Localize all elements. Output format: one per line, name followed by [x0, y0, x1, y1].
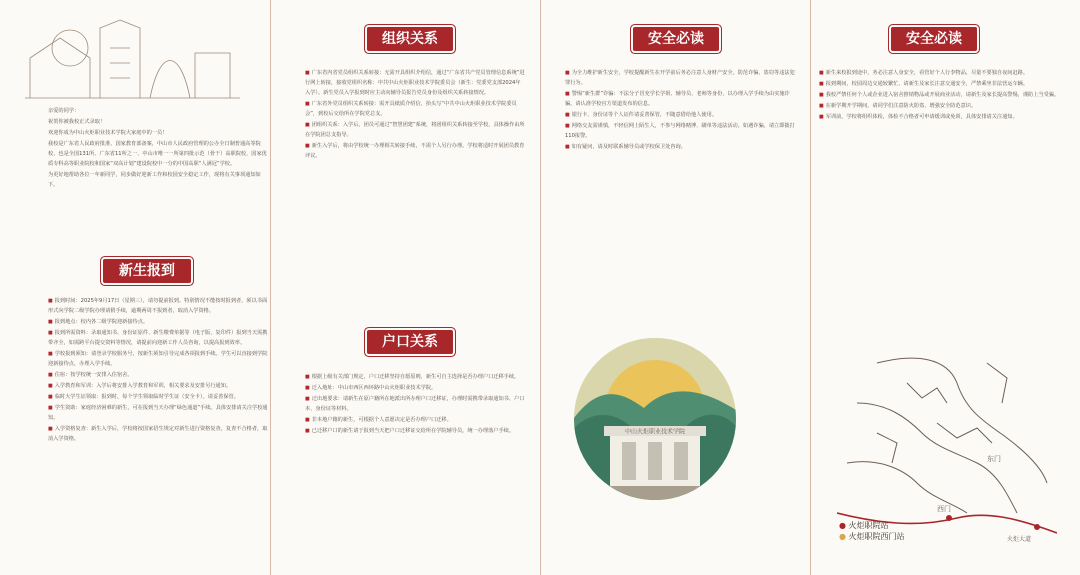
list-item: ■ 已迁移户口的新生请于报到当天把户口迁移证交给所在学院辅导员，统一办理落户手续。: [305, 426, 525, 436]
list-item: ■ 住宿：按学校统一安排入住宿舍。: [48, 370, 268, 380]
gate-sign-text: 中山火炬职业技术学院: [624, 428, 686, 436]
list-item: ■ 报到时间：2025年9月17日（星期三），请勿提前报到。特别情况不能按时报到者，须以书面形式向学院二级学院办理请假手续，逾期两周不报到者，取消入学资格。: [48, 296, 268, 316]
safety-list-2: [819, 68, 1065, 123]
list-item: ■ 入学资格复查：新生入学后，学校将按国家招生规定对新生进行资格复查，复查不合格者，取消入学资格。: [48, 424, 268, 444]
welcome-para-2: 欢迎你成为中山火炬职业技术学院大家庭中的一员！: [48, 130, 168, 136]
list-item: ■ 入学教育和军训：入学后将安排入学教育和军训，相关要求及安排另行通知。: [48, 381, 268, 391]
list-item: ■ 报到期间，校园周边交通较繁忙，请新生及家长注意交通安全，严禁乘坐非法营运车辆。: [819, 79, 1065, 89]
map-label-west-gate: 西门: [937, 505, 951, 513]
legend-label-2: 火炬职院西门站: [848, 532, 905, 541]
map-label-road: 火炬大道: [1007, 536, 1032, 543]
registration-list: [48, 296, 268, 445]
list-item: ■ 广东省外党员组织关系转接：需开具纸质介绍信，抬头写“中共中山火炬职业技术学院委员会”，到校后交给所在学院党总支。: [305, 99, 525, 119]
bus-stop-icon: ●: [839, 521, 846, 530]
list-item: ■ 我校严禁任何个人或企业进入宿舍推销物品或开展商业活动，请新生及家长提高警惕，谨防上当受骗。: [819, 90, 1065, 100]
legend-item-1: [839, 520, 905, 531]
list-item: ■ 根据上级有关部门规定，户口迁移坚持自愿原则，新生可自主选择是否办理户口迁移手续。: [305, 372, 525, 382]
list-item: ■ 迁入地址：中山市西区西环路中山火炬职业技术学院。: [305, 383, 525, 393]
list-item: ■ 在新学期开学期间，请同学们注意防火防盗，增强安全防范意识。: [819, 101, 1065, 111]
welcome-para-1: 祝贺你被我校正式录取！: [48, 119, 106, 125]
legend-label-1: 火炬职院站: [848, 521, 889, 530]
welcome-letter: [48, 106, 268, 191]
greeting: 亲爱的同学：: [48, 108, 80, 114]
panel-welcome: [0, 0, 270, 575]
list-item: ■ 军训前，学校将组织体检，体检不合格者可申请缓训或免训，具体安排请关注通知。: [819, 112, 1065, 122]
bus-stop-icon: ●: [839, 532, 846, 541]
list-item: ■ 临时大学生证领取：报到时，每个学生领取临时学生证（安全卡）。请妥善保管。: [48, 392, 268, 402]
section-heading-organization: 组织关系: [367, 27, 453, 51]
list-item: ■ 迁出地要求：请新生在原户籍所在地派出所办理户口迁移证，办理时需携带录取通知书、户口本、身份证等材料。: [305, 394, 525, 414]
section-heading-household: 户口关系: [367, 330, 453, 354]
list-item: ■ 报到地点：校内各二级学院迎新接待点。: [48, 317, 268, 327]
welcome-para-4: 为更好地帮助各位一年新同学，同步做好迎新工作和校园安全稳定工作，现将有关事项通知如下。: [48, 172, 261, 188]
list-item: ■ 新生入学后，将由学校统一办理相关转接手续，不需个人另行办理。学校将适时开展团员教育评议。: [305, 141, 525, 161]
panel-safety-2: [810, 0, 1080, 575]
campus-gate-illustration: [574, 338, 736, 500]
list-item: ■ 网络交友需谨慎，不轻信网上陌生人，不参与网络赌博、刷单等违法活动。如遇诈骗，请立即拨打110报警。: [565, 121, 797, 141]
campus-sketch-illustration: [20, 18, 246, 102]
map-label-east-gate: 东门: [987, 455, 1001, 463]
list-item: ■ 为全力维护新生安全，学校提醒新生在开学前后务必注意人身财产安全，防范诈骗、盗窃等违法犯罪行为。: [565, 68, 797, 88]
list-item: ■ 非本地户籍的新生，可根据个人意愿决定是否办理户口迁移。: [305, 415, 525, 425]
list-item: ■ 学生资助：家庭经济困难的新生，可在报到当天办理“绿色通道”手续。具体安排请关注学校通知。: [48, 403, 268, 423]
list-item: ■ 报到所需资料：录取通知书、身份证原件、新生缴费单据等（电子版，复印件）报到当天需携带齐全，如需跨平台提交资料等情况，请提前向迎新工作人员咨询，以提高报到效率。: [48, 328, 268, 348]
list-item: ■ 如有疑问，请及时联系辅导员或学校保卫处咨询。: [565, 142, 797, 152]
list-item: ■ 银行卡、身份证等个人证件请妥善保管，不随意借给他人使用。: [565, 110, 797, 120]
section-heading-registration: 新生报到: [103, 259, 191, 283]
household-list: [305, 372, 525, 437]
list-item: ■ 团组织关系：入学后，团员可通过“智慧团建”系统，将团组织关系转接至学校，具体操作由所在学院团总支指导。: [305, 120, 525, 140]
list-item: ■ 警惕“新生群”诈骗：不法分子冒充学长学姐、辅导员、老师等身份，以办理入学手续为由实施诈骗。请认准学校官方渠道发布的信息。: [565, 89, 797, 109]
organization-list: [305, 68, 525, 162]
fold-line: [270, 0, 271, 575]
legend-item-2: [839, 531, 905, 542]
list-item: ■ 学校报到须知：请登录学校服务号，按新生须知引导完成各项报到手续。学生可以直接到学院迎新接待点，办理入学手续。: [48, 349, 268, 369]
fold-line: [810, 0, 811, 575]
fold-line: [540, 0, 541, 575]
list-item: ■ 广东省内省党员组织关系转接：无需开具组织介绍信，通过“广东省共产党员管理信息系统”进行网上转接，接收党组织名称：中共中山火炬职业技术学院委员会（新生：党委党支部2024年入学）。新生党员入学报到时应主动向辅导员报告党员身份及组织关系转接情况。: [305, 68, 525, 98]
welcome-para-3: 我校是广东省人民政府批准、国家教育部备案，中山市人民政府管理的公办全日制普通高等院校，也是全国131所、广东省11所之一、中山市唯一一所第四批示范（骨干）高职院校，国家优质专科高等职业院校和国家“双高计划”建设院校中一分的中国高职“人满冠”学校。: [48, 141, 267, 167]
section-heading-safety-2: 安全必读: [891, 27, 977, 51]
section-heading-safety: 安全必读: [633, 27, 719, 51]
panel-organization: [270, 0, 540, 575]
map-legend: [839, 520, 905, 542]
list-item: ■ 新生来校报到途中，务必注意人身安全，看管好个人行李物品，尽量不要独自夜间赶路。: [819, 68, 1065, 78]
campus-gate-icon: [574, 338, 736, 500]
safety-list-1: [565, 68, 797, 153]
